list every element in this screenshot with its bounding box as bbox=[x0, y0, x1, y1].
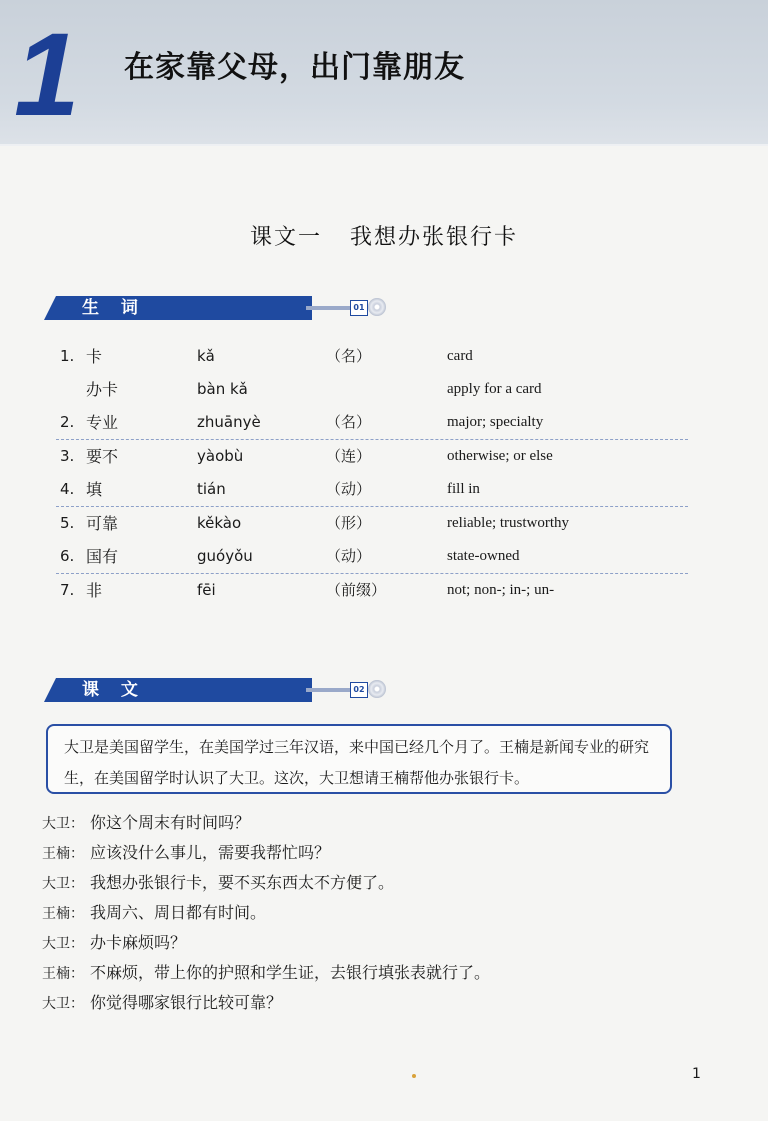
speaker: 王楠： bbox=[42, 846, 84, 862]
page-number: 1 bbox=[692, 1066, 701, 1082]
dialogue bbox=[42, 808, 702, 1018]
text-section-label: 课 文 bbox=[82, 680, 146, 700]
lesson-title: 在家靠父母，出门靠朋友 bbox=[124, 50, 465, 85]
vocab-section-label: 生 词 bbox=[82, 298, 146, 318]
speaker: 王楠： bbox=[42, 906, 84, 922]
speaker: 大卫： bbox=[42, 876, 84, 892]
vocab-row: 1. 卡 kǎ （名） card bbox=[60, 347, 473, 366]
text-section-banner bbox=[44, 678, 365, 702]
text-title bbox=[0, 220, 768, 251]
utterance: 办卡麻烦吗？ bbox=[90, 933, 187, 952]
vocab-row: 5. 可靠 kěkào （形） reliable; trustworthy bbox=[60, 514, 570, 533]
vocab-row: 2. 专业 zhuānyè （名） major; specialty bbox=[56, 406, 688, 440]
vocab-row: 7. 非 fēi （前缀） not; non-; in-; un- bbox=[60, 581, 555, 600]
vocab-section-banner bbox=[44, 296, 365, 320]
dialogue-line bbox=[42, 808, 702, 838]
utterance: 你觉得哪家银行比较可靠？ bbox=[90, 993, 283, 1012]
print-speck bbox=[412, 1074, 416, 1078]
vocab-row: 3. 要不 yàobù （连） otherwise; or else bbox=[60, 447, 553, 466]
utterance: 你这个周末有时间吗？ bbox=[90, 813, 251, 832]
dialogue-line bbox=[42, 988, 702, 1018]
speaker: 大卫： bbox=[42, 816, 84, 832]
vocab-row: 6. 国有 guóyǒu （动） state-owned bbox=[56, 540, 688, 574]
header-band bbox=[0, 0, 768, 146]
audio-track-number: 01 bbox=[350, 300, 368, 316]
speaker: 王楠： bbox=[42, 966, 84, 982]
utterance: 我周六、周日都有时间。 bbox=[90, 903, 267, 922]
dialogue-line bbox=[42, 898, 702, 928]
dialogue-line bbox=[42, 838, 702, 868]
vocab-row: 4. 填 tián （动） fill in bbox=[56, 473, 688, 507]
dialogue-line bbox=[42, 958, 702, 988]
speaker: 大卫： bbox=[42, 936, 84, 952]
vocab-row: 办卡 bàn kǎ apply for a card bbox=[86, 380, 542, 399]
speaker: 大卫： bbox=[42, 996, 84, 1012]
utterance: 不麻烦，带上你的护照和学生证，去银行填张表就行了。 bbox=[90, 963, 491, 982]
audio-disc-icon bbox=[368, 680, 386, 698]
audio-track-number: 02 bbox=[350, 682, 368, 698]
text-part: 课文一 bbox=[249, 225, 322, 250]
utterance: 应该没什么事儿，需要我帮忙吗？ bbox=[90, 843, 331, 862]
utterance: 我想办张银行卡，要不买东西太不方便了。 bbox=[90, 873, 395, 892]
dialogue-line bbox=[42, 868, 702, 898]
vocab-list bbox=[56, 340, 688, 607]
intro-box: 大卫是美国留学生，在美国学过三年汉语，来中国已经几个月了。王楠是新闻专业的研究生，在美国留学时认识了大卫。这次，大卫想请王楠帮他办张银行卡。 bbox=[46, 724, 672, 794]
audio-disc-icon bbox=[368, 298, 386, 316]
dialogue-line bbox=[42, 928, 702, 958]
text-name: 我想办张银行卡 bbox=[350, 225, 519, 250]
lesson-number: 1 bbox=[14, 9, 76, 141]
